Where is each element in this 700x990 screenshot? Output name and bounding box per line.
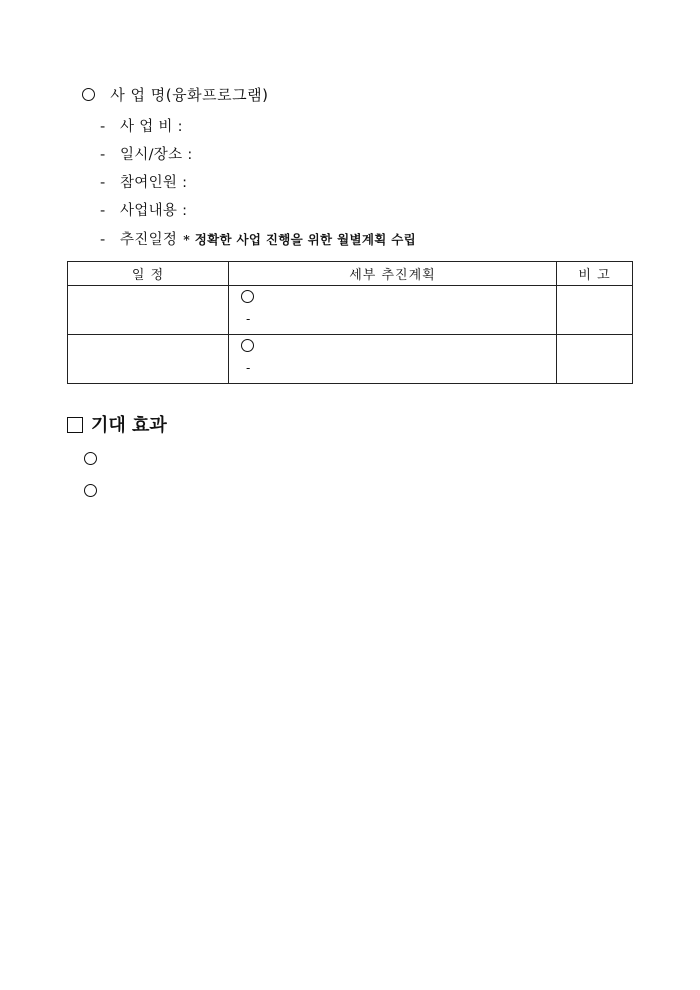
participants-line xyxy=(100,171,187,192)
remark-cell xyxy=(557,286,633,335)
header-remark: 비 고 xyxy=(557,262,633,286)
checkbox-square-icon xyxy=(67,417,83,433)
schedule-cell xyxy=(68,286,229,335)
content-line xyxy=(100,199,187,220)
circle-bullet-icon xyxy=(84,484,97,497)
remark-cell xyxy=(557,335,633,384)
header-schedule: 일 정 xyxy=(68,262,229,286)
budget-label: 사 업 비 : xyxy=(120,119,183,135)
header-detail-plan: 세부 추진계획 xyxy=(229,262,557,286)
expected-effects-heading xyxy=(67,411,167,437)
schedule-label: 추진일정 xyxy=(120,232,178,248)
circle-bullet-icon xyxy=(241,290,254,303)
schedule-line xyxy=(100,228,416,249)
content-label: 사업내용 : xyxy=(120,203,188,219)
dash-marker: - xyxy=(100,175,106,191)
schedule-cell xyxy=(68,335,229,384)
circle-bullet-icon xyxy=(84,452,97,465)
dash-marker: - xyxy=(246,361,251,375)
project-name-line xyxy=(82,84,268,105)
datetime-place-label: 일시/장소 : xyxy=(120,147,193,163)
circle-bullet-icon xyxy=(82,88,95,101)
dash-marker: - xyxy=(100,147,106,163)
project-name-label: 사 업 명(융화프로그램) xyxy=(110,86,269,104)
schedule-note: * 정확한 사업 진행을 위한 월별계획 수립 xyxy=(183,232,416,247)
budget-line xyxy=(100,115,183,136)
table-row xyxy=(68,286,633,335)
participants-label: 참여인원 : xyxy=(120,175,188,191)
table-header-row xyxy=(68,262,633,286)
table-row xyxy=(68,335,633,384)
circle-bullet-icon xyxy=(241,339,254,352)
dash-marker: - xyxy=(100,232,106,248)
dash-marker: - xyxy=(246,312,251,326)
schedule-table xyxy=(67,261,633,384)
effect-bullet-item xyxy=(84,449,97,468)
detail-cell xyxy=(229,335,557,384)
dash-marker: - xyxy=(100,119,106,135)
detail-cell xyxy=(229,286,557,335)
effect-bullet-item xyxy=(84,481,97,500)
expected-effects-title: 기대 효과 xyxy=(91,415,167,436)
dash-marker: - xyxy=(100,203,106,219)
datetime-place-line xyxy=(100,143,193,164)
